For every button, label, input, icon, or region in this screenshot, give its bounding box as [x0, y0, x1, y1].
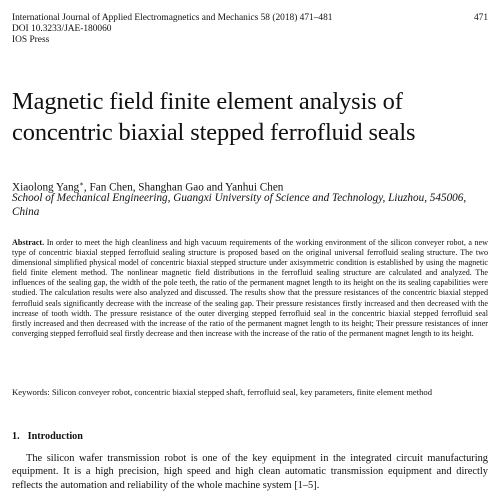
affiliation: School of Mechanical Engineering, Guangxi University of Science and Technology, Liuzhou, 545006, China: [12, 192, 467, 218]
journal-header: [12, 13, 488, 46]
other-authors: , Fan Chen, Shanghan Gao and Yanhui Chen: [83, 181, 284, 194]
abstract-label: Abstract.: [12, 238, 45, 247]
abstract: [12, 238, 488, 339]
abstract-text: In order to meet the high cleanliness and high vacuum requirements of the working environment of the silicon conveyer robot, a new type of concentric biaxial stepped ferrofluid sealing structure is proposed based on the original universal ferrofluid sealing structure. The two dimensional simplified physical model of concentric biaxial stepped structure under axisymmetric condition is established by using the magnetic field finite element method. The nonlinear magnetic field distributions in the ferrofluid sealing structure are calculated and analyzed. The influences of the sealing gap, the width of the pole teeth, the ratio of the permanent magnet length to its height on the its sealing capabilities were studied. The calculation results were also analyzed and discussed. The results show that the pressure resistances of the concentric biaxial stepped ferrofluid seals significantly decrease with the increase of the sealing gap. Their pressure resistances firstly increased and then decreased with the increase of tooth width. The pressure resistance of the outer diverging stepped ferrofluid seal in the concentric biaxial stepped ferrofluid seal firstly increased and then decreased with the increase of the ratio of the permanent magnet length to its height; Their pressure resistances of inner converging stepped ferrofluid seal firstly decrease and then increase with the increase of the ratio of the permanent magnet length to its height.: [12, 238, 488, 338]
corresponding-author-mark: ∗: [79, 180, 84, 188]
intro-paragraph: The silicon wafer transmission robot is one of the key equipment in the integrated circuit manufacturing equipment. It is a high precision, high speed and high clean automatic transmission equipment and directly reflects the automation and reliability of the whole machine system [1–5].: [12, 453, 488, 491]
journal-citation: International Journal of Applied Electromagnetics and Mechanics 58 (2018) 471–481: [12, 13, 333, 23]
section-title: Introduction: [27, 431, 83, 442]
publisher: IOS Press: [12, 35, 50, 45]
page-number: 471: [473, 13, 488, 23]
keywords: Keywords: Silicon conveyer robot, concentric biaxial stepped shaft, ferrofluid seal, key parameters, finite element method: [12, 387, 432, 397]
paper-page: [12, 0, 488, 496]
section-number: 1.: [12, 431, 20, 442]
first-author: Xiaolong Yang: [12, 181, 80, 194]
paper-title: Magnetic field finite element analysis of concentric biaxial stepped ferrofluid seals: [12, 88, 416, 146]
doi: DOI 10.3233/JAE-180060: [12, 24, 112, 34]
section-heading: [12, 431, 83, 443]
